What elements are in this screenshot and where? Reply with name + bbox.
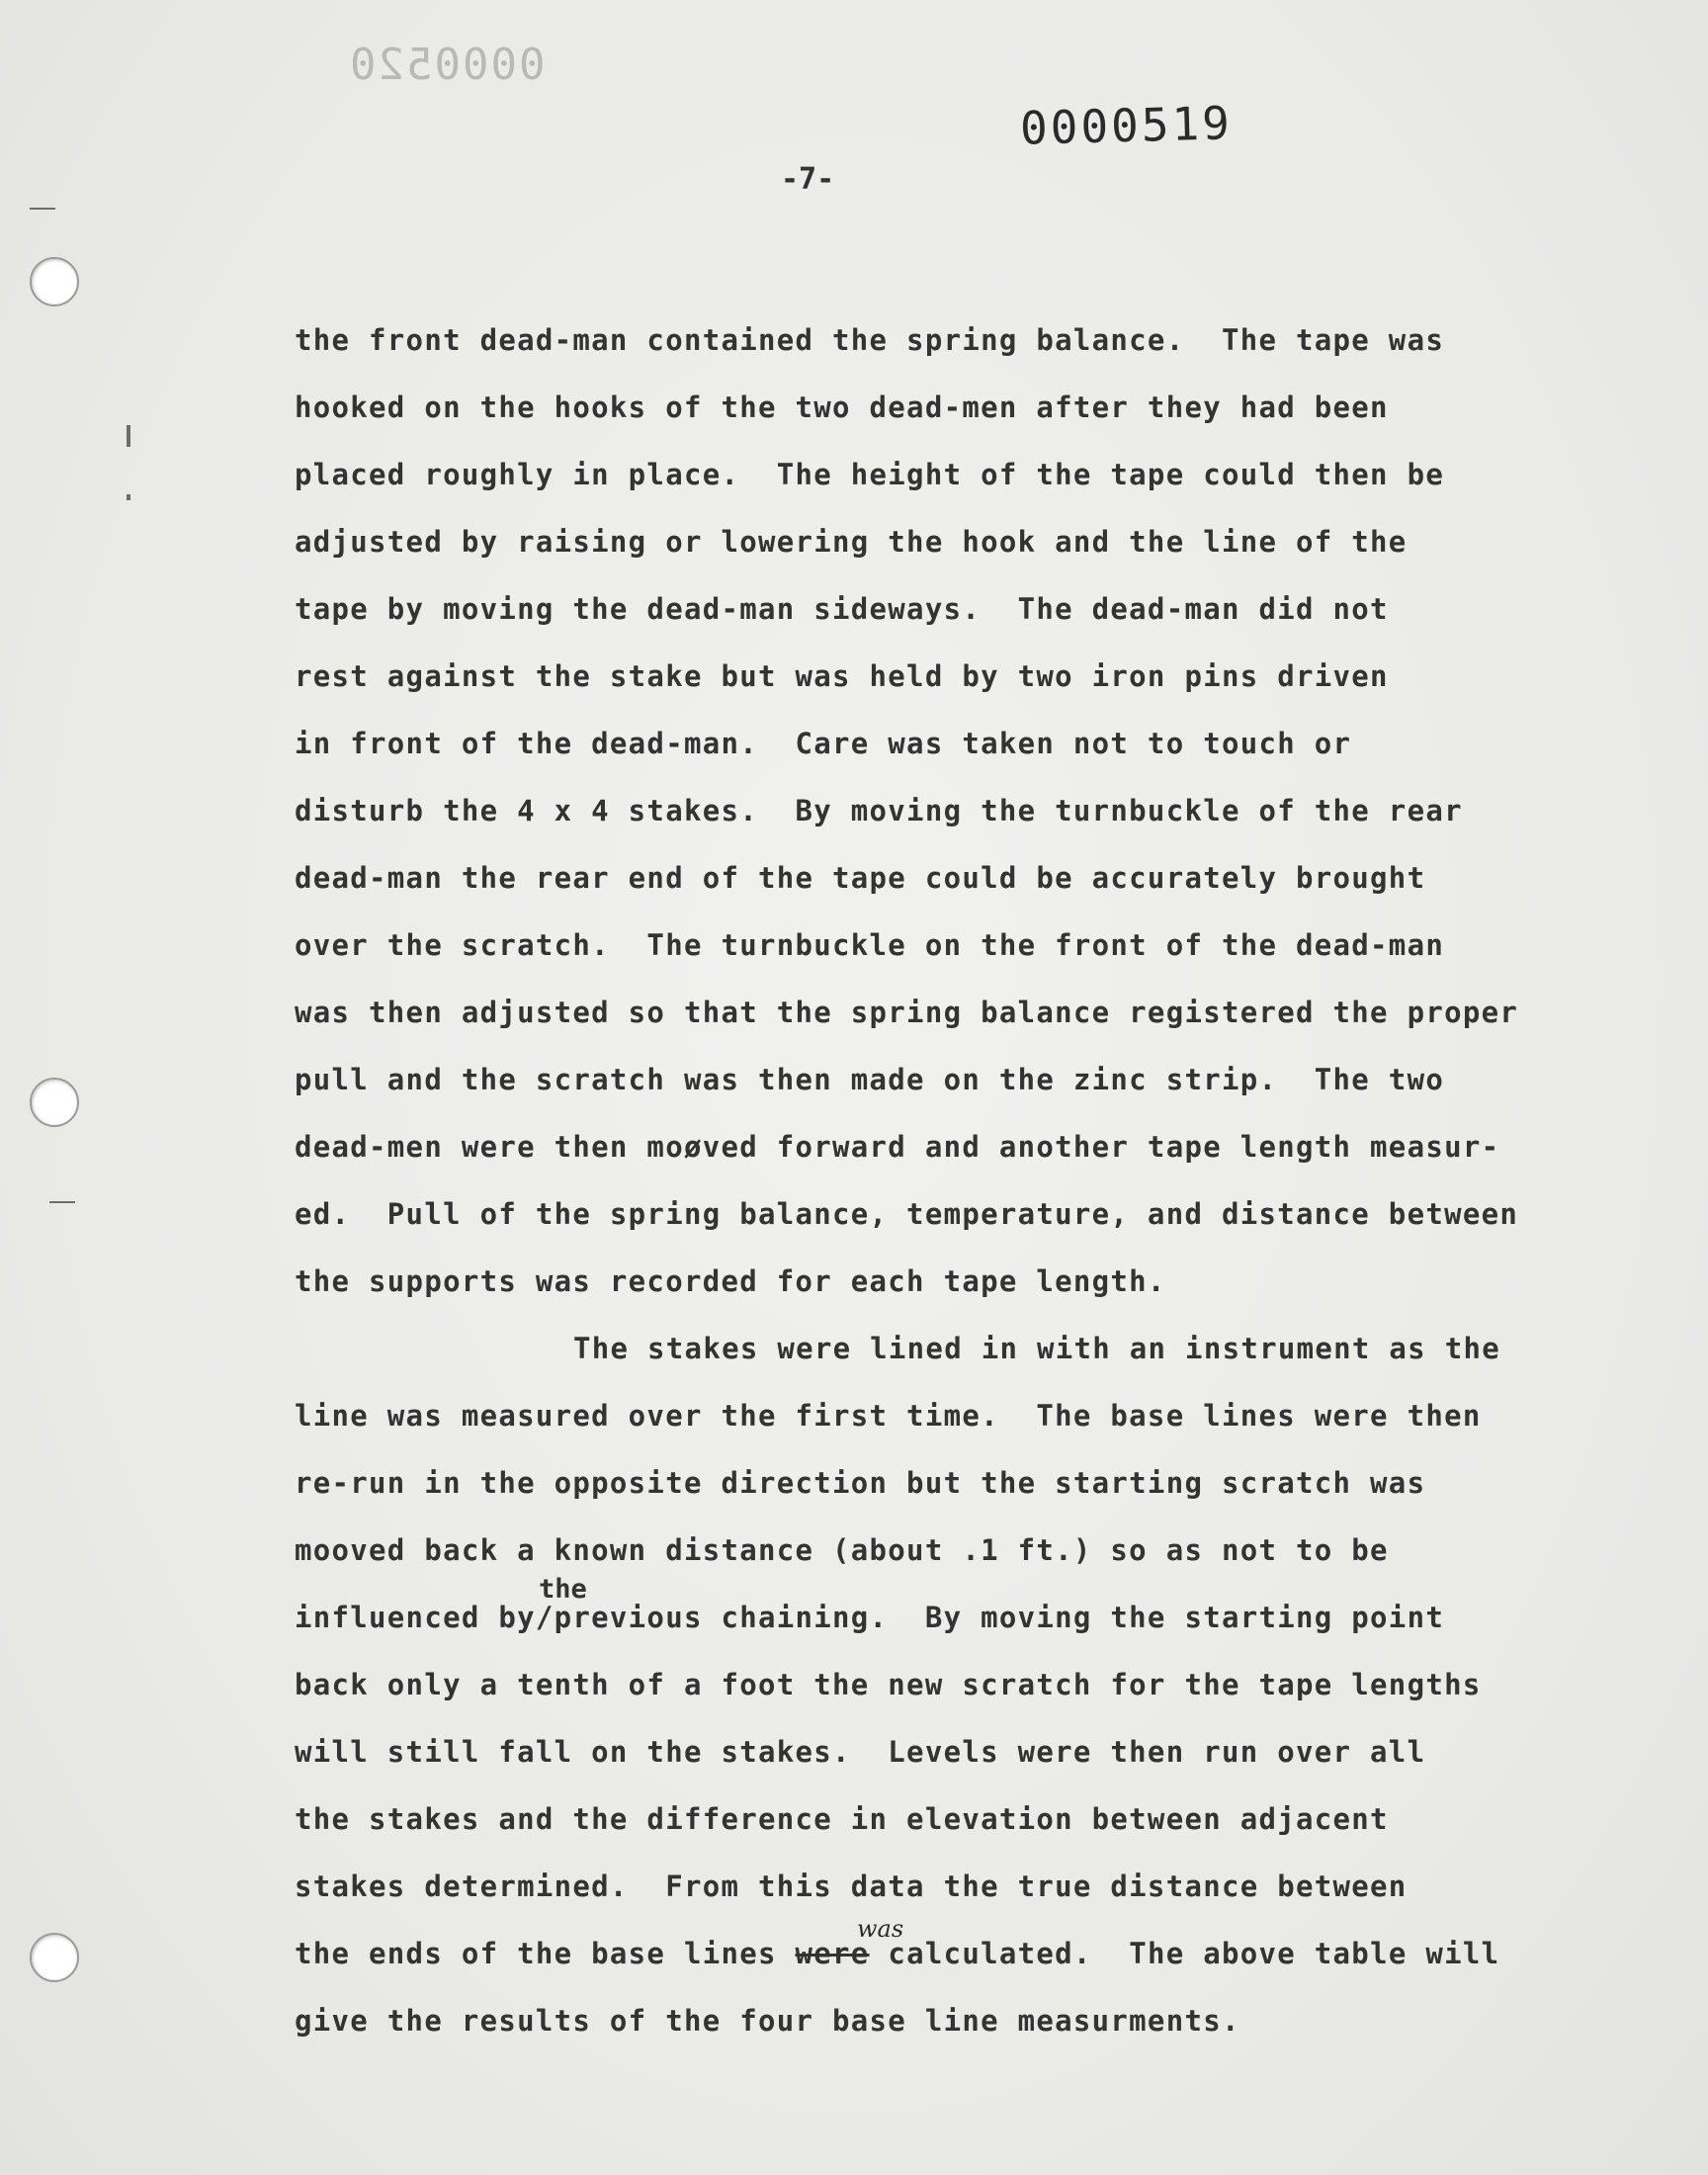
text-line: dead-men were then moøved forward and another tape length measur- xyxy=(295,1130,1500,1164)
text-line: re-run in the opposite direction but the starting scratch was xyxy=(295,1466,1426,1500)
text-line: dead-man the rear end of the tape could be accurately brought xyxy=(295,861,1426,895)
text-line: in front of the dead-man. Care was taken not to touch or xyxy=(295,727,1352,760)
punch-hole-middle xyxy=(30,1078,79,1127)
text-line: give the results of the four base line measurments. xyxy=(295,2004,1240,2038)
text-line: will still fall on the stakes. Levels were then run over all xyxy=(295,1735,1426,1769)
page-number: -7- xyxy=(781,162,835,197)
text-line: the front dead-man contained the spring balance. The tape was xyxy=(295,323,1445,357)
document-stamp-number: 0000519 xyxy=(1019,96,1234,155)
text-line: stakes determined. From this data the true distance between xyxy=(295,1870,1408,1903)
handwritten-correction: was xyxy=(857,1915,904,1943)
inserted-word: the xyxy=(539,1574,587,1605)
text-line: placed roughly in place. The height of the tape could then be xyxy=(295,458,1445,491)
text-line: pull and the scratch was then made on the zinc strip. The two xyxy=(295,1063,1445,1096)
text-line: the stakes and the difference in elevation between adjacent xyxy=(295,1802,1389,1836)
text-line: back only a tenth of a foot the new scratch for the tape lengths xyxy=(295,1668,1482,1701)
text-line: adjusted by raising or lowering the hook and the line of the xyxy=(295,525,1408,559)
line-end: calculated. The above table will xyxy=(869,1937,1500,1970)
text-line: The stakes were lined in with an instrument as the xyxy=(573,1332,1500,1365)
text-line: ed. Pull of the spring balance, temperature, and distance between xyxy=(295,1197,1519,1231)
text-line: rest against the stake but was held by two iron pins driven xyxy=(295,659,1389,693)
margin-mark xyxy=(49,1201,75,1203)
margin-mark xyxy=(127,494,130,500)
line-start: the ends of the base lines xyxy=(295,1937,796,1970)
margin-mark xyxy=(127,425,130,447)
text-line: tape by moving the dead-man sideways. The dead-man did not xyxy=(295,592,1389,626)
text-line: the supports was recorded for each tape length. xyxy=(295,1264,1166,1298)
text-line: was then adjusted so that the spring balance registered the proper xyxy=(295,996,1519,1029)
text-line: over the scratch. The turnbuckle on the front of the dead-man xyxy=(295,928,1445,962)
text-line-with-correction xyxy=(295,1934,1639,2001)
text-line: hooked on the hooks of the two dead-men after they had been xyxy=(295,391,1389,424)
text-line: line was measured over the first time. The base lines were then xyxy=(295,1399,1482,1433)
faded-stamp-number: 0000520 xyxy=(348,40,546,90)
margin-mark xyxy=(30,208,55,210)
punch-hole-bottom xyxy=(30,1933,79,1982)
text-line: mooved back a known distance (about .1 ft.) so as not to be xyxy=(295,1533,1389,1567)
body-text xyxy=(295,320,1639,2068)
text-line: disturb the 4 x 4 stakes. By moving the turnbuckle of the rear xyxy=(295,794,1463,827)
text-line: influenced by/previous chaining. By moving the starting point xyxy=(295,1601,1445,1634)
struck-word: were xyxy=(795,1937,870,1970)
punch-hole-top xyxy=(30,257,79,306)
